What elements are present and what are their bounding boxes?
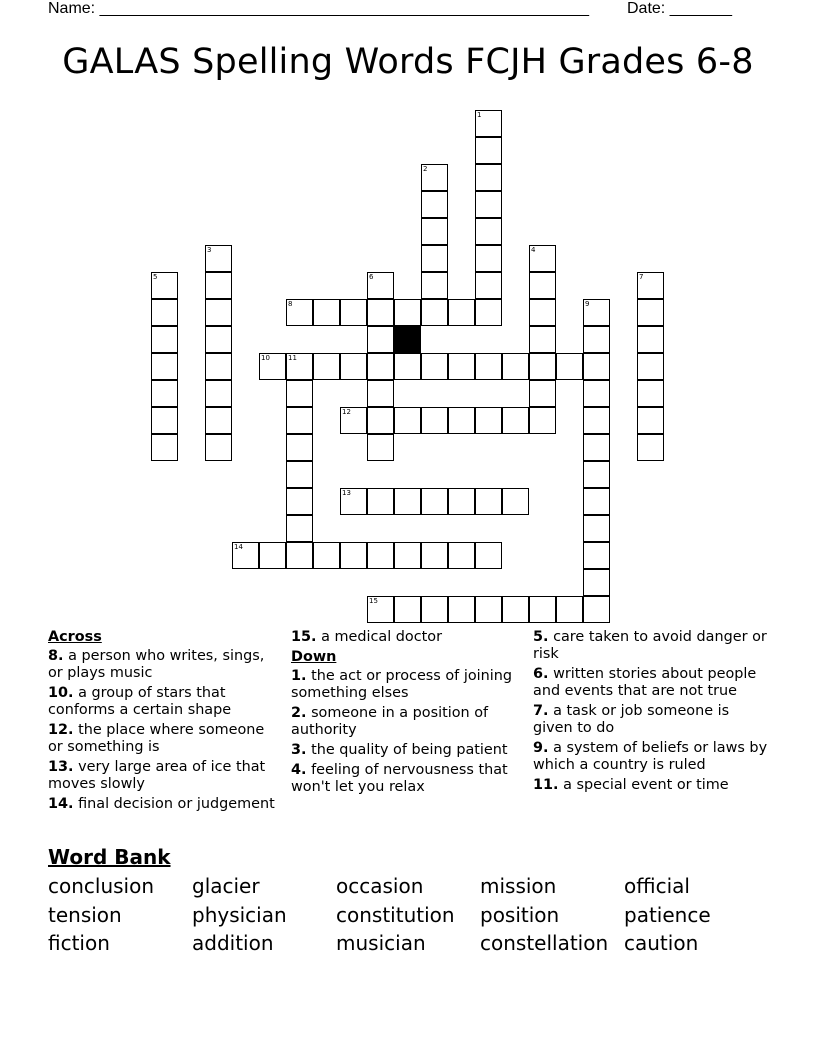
grid-cell[interactable] (340, 407, 367, 434)
grid-cell[interactable] (448, 596, 475, 623)
grid-cell[interactable] (448, 353, 475, 380)
grid-cell[interactable] (205, 380, 232, 407)
grid-cell[interactable] (151, 380, 178, 407)
black-cell (394, 326, 421, 353)
grid-cell[interactable] (367, 488, 394, 515)
grid-cell[interactable] (151, 326, 178, 353)
grid-cell[interactable] (151, 353, 178, 380)
clue-number: 7 (639, 273, 644, 281)
word-bank-word: constitution (336, 902, 455, 927)
grid-cell[interactable] (421, 542, 448, 569)
grid-cell[interactable] (367, 380, 394, 407)
grid-cell[interactable] (205, 353, 232, 380)
grid-cell[interactable] (205, 407, 232, 434)
clue-number-label: 9. (533, 740, 549, 756)
grid-cell[interactable] (394, 542, 421, 569)
word-bank-word: mission (480, 874, 557, 898)
grid-cell[interactable] (475, 299, 502, 326)
clue-item (533, 740, 773, 774)
grid-cell[interactable] (286, 461, 313, 488)
clue-text: a system of beliefs or laws by which a country is ruled (533, 740, 768, 773)
grid-cell[interactable] (529, 272, 556, 299)
grid-cell[interactable] (502, 596, 529, 623)
grid-cell[interactable] (502, 488, 529, 515)
word-bank (48, 874, 768, 960)
grid-cell[interactable] (286, 542, 313, 569)
grid-cell[interactable] (529, 380, 556, 407)
grid-cell[interactable] (421, 596, 448, 623)
grid-cell[interactable] (313, 542, 340, 569)
grid-cell[interactable] (151, 407, 178, 434)
clue-number: 1 (477, 111, 482, 119)
grid-cell[interactable] (367, 407, 394, 434)
clue-item (48, 796, 283, 813)
word-bank-word: addition (192, 931, 274, 955)
grid-cell[interactable] (637, 353, 664, 380)
clue-text: a task or job someone is given to do (533, 703, 730, 736)
clue-text: the act or process of joining something elses (291, 668, 512, 701)
clue-number-label: 14. (48, 796, 74, 812)
grid-cell[interactable] (637, 434, 664, 461)
word-bank-word: glacier (192, 874, 260, 898)
clue-number-label: 10. (48, 685, 74, 701)
grid-cell[interactable] (367, 353, 394, 380)
grid-cell[interactable] (340, 353, 367, 380)
clue-number-label: 5. (533, 629, 549, 645)
grid-cell[interactable] (394, 596, 421, 623)
word-bank-word: occasion (336, 874, 424, 898)
grid-cell[interactable] (583, 407, 610, 434)
clue-number-label: 6. (533, 666, 549, 682)
clues-column-2 (291, 629, 526, 799)
clue-text: a person who writes, sings, or plays music (48, 648, 265, 681)
clue-number: 2 (423, 165, 428, 173)
clue-number-label: 2. (291, 705, 307, 721)
grid-cell[interactable] (583, 380, 610, 407)
clue-number-label: 13. (48, 759, 74, 775)
grid-cell[interactable] (205, 434, 232, 461)
clue-text: a special event or time (563, 777, 729, 793)
grid-cell[interactable] (475, 353, 502, 380)
grid-cell[interactable] (286, 488, 313, 515)
word-bank-word: constellation (480, 931, 609, 955)
clue-number: 3 (207, 246, 212, 254)
grid-cell[interactable] (637, 272, 664, 299)
grid-cell[interactable] (421, 164, 448, 191)
word-bank-word: position (480, 902, 560, 927)
grid-cell[interactable] (583, 515, 610, 542)
clue-item (48, 648, 283, 682)
clue-text: the place where someone or something is (48, 722, 265, 755)
clue-number: 6 (369, 273, 374, 281)
clue-text: a medical doctor (321, 629, 442, 645)
clue-number: 14 (234, 543, 243, 551)
clue-item (291, 762, 526, 796)
clue-item (291, 668, 526, 702)
grid-cell[interactable] (448, 299, 475, 326)
clue-text: care taken to avoid danger or risk (533, 629, 767, 662)
date-field-label[interactable]: Date: _______ (627, 0, 732, 17)
clue-number: 8 (288, 300, 293, 308)
clue-number-label: 7. (533, 703, 549, 719)
grid-cell[interactable] (583, 353, 610, 380)
clue-number: 4 (531, 246, 536, 254)
grid-cell[interactable] (367, 542, 394, 569)
grid-cell[interactable] (529, 245, 556, 272)
grid-cell[interactable] (286, 353, 313, 380)
clue-item (533, 703, 773, 737)
clue-number: 9 (585, 300, 590, 308)
grid-cell[interactable] (205, 326, 232, 353)
grid-cell[interactable] (637, 407, 664, 434)
grid-cell[interactable] (421, 353, 448, 380)
grid-cell[interactable] (367, 434, 394, 461)
grid-cell[interactable] (151, 299, 178, 326)
grid-cell[interactable] (367, 299, 394, 326)
grid-cell[interactable] (475, 137, 502, 164)
clue-number: 13 (342, 489, 351, 497)
clue-item (533, 666, 773, 700)
clue-number-label: 3. (291, 742, 307, 758)
grid-cell[interactable] (475, 191, 502, 218)
clue-number-label: 8. (48, 648, 64, 664)
grid-cell[interactable] (421, 272, 448, 299)
grid-cell[interactable] (583, 542, 610, 569)
clue-number-label: 1. (291, 668, 307, 684)
grid-cell[interactable] (556, 353, 583, 380)
grid-cell[interactable] (394, 299, 421, 326)
grid-cell[interactable] (151, 272, 178, 299)
clue-number: 11 (288, 354, 297, 362)
clue-item (48, 759, 283, 793)
clues-column-1 (48, 629, 283, 816)
grid-cell[interactable] (448, 542, 475, 569)
grid-cell[interactable] (394, 488, 421, 515)
grid-cell[interactable] (529, 353, 556, 380)
grid-cell[interactable] (286, 407, 313, 434)
grid-cell[interactable] (367, 326, 394, 353)
word-bank-word: fiction (48, 931, 110, 955)
clue-item (291, 705, 526, 739)
grid-cell[interactable] (475, 110, 502, 137)
grid-cell[interactable] (583, 461, 610, 488)
grid-cell[interactable] (637, 299, 664, 326)
grid-cell[interactable] (475, 218, 502, 245)
clues-column-3 (533, 629, 773, 797)
clue-text: final decision or judgement (78, 796, 275, 812)
grid-cell[interactable] (475, 272, 502, 299)
grid-cell[interactable] (448, 407, 475, 434)
clue-text: feeling of nervousness that won't let you relax (291, 762, 508, 795)
word-bank-word: tension (48, 902, 122, 927)
grid-cell[interactable] (637, 326, 664, 353)
clue-text: very large area of ice that moves slowly (48, 759, 266, 792)
grid-cell[interactable] (583, 596, 610, 623)
grid-cell[interactable] (340, 299, 367, 326)
clue-text: a group of stars that conforms a certain shape (48, 685, 232, 718)
word-bank-word: musician (336, 931, 426, 955)
clue-number-label: 4. (291, 762, 307, 778)
grid-cell[interactable] (151, 434, 178, 461)
clue-number-label: 11. (533, 777, 559, 793)
across-heading: Across (48, 629, 102, 645)
grid-cell[interactable] (502, 353, 529, 380)
grid-cell[interactable] (637, 380, 664, 407)
clue-text: written stories about people and events that are not true (533, 666, 757, 699)
name-field-label[interactable]: Name: _______________________________________________________ (48, 0, 589, 17)
grid-cell[interactable] (475, 596, 502, 623)
grid-cell[interactable] (421, 191, 448, 218)
grid-cell[interactable] (313, 299, 340, 326)
grid-cell[interactable] (367, 272, 394, 299)
grid-cell[interactable] (421, 245, 448, 272)
clue-number-label: 12. (48, 722, 74, 738)
clue-number: 10 (261, 354, 270, 362)
grid-cell[interactable] (232, 542, 259, 569)
grid-cell[interactable] (205, 245, 232, 272)
grid-cell[interactable] (205, 299, 232, 326)
grid-cell[interactable] (556, 596, 583, 623)
grid-cell[interactable] (286, 434, 313, 461)
word-bank-word: official (624, 874, 690, 898)
grid-cell[interactable] (421, 407, 448, 434)
clue-number: 5 (153, 273, 158, 281)
grid-cell[interactable] (259, 542, 286, 569)
grid-cell[interactable] (475, 542, 502, 569)
grid-cell[interactable] (286, 515, 313, 542)
grid-cell[interactable] (529, 407, 556, 434)
grid-cell[interactable] (313, 353, 340, 380)
grid-cell[interactable] (286, 380, 313, 407)
clue-number: 12 (342, 408, 351, 416)
down-heading: Down (291, 649, 337, 665)
grid-cell[interactable] (502, 407, 529, 434)
clue-item (533, 777, 773, 794)
clue-text: someone in a position of authority (291, 705, 489, 738)
grid-cell[interactable] (529, 299, 556, 326)
grid-cell[interactable] (448, 488, 475, 515)
grid-cell[interactable] (583, 569, 610, 596)
grid-cell[interactable] (475, 245, 502, 272)
word-bank-word: patience (624, 902, 711, 927)
clue-number-label: 15. (291, 629, 317, 645)
grid-cell[interactable] (421, 299, 448, 326)
grid-cell[interactable] (583, 434, 610, 461)
grid-cell[interactable] (340, 488, 367, 515)
clue-item (48, 722, 283, 756)
clue-item (533, 629, 773, 663)
grid-cell[interactable] (421, 218, 448, 245)
grid-cell[interactable] (340, 542, 367, 569)
grid-cell[interactable] (583, 326, 610, 353)
page-title: GALAS Spelling Words FCJH Grades 6-8 (62, 42, 754, 82)
grid-cell[interactable] (394, 353, 421, 380)
clue-item (291, 629, 526, 646)
word-bank-word: caution (624, 931, 699, 955)
grid-cell[interactable] (529, 596, 556, 623)
grid-cell[interactable] (475, 407, 502, 434)
grid-cell[interactable] (583, 488, 610, 515)
clue-number: 15 (369, 597, 378, 605)
grid-cell[interactable] (205, 272, 232, 299)
grid-cell[interactable] (421, 488, 448, 515)
grid-cell[interactable] (475, 164, 502, 191)
grid-cell[interactable] (394, 407, 421, 434)
grid-cell[interactable] (367, 596, 394, 623)
grid-cell[interactable] (259, 353, 286, 380)
grid-cell[interactable] (583, 299, 610, 326)
clue-item (291, 742, 526, 759)
word-bank-word: physician (192, 902, 287, 927)
word-bank-word: conclusion (48, 874, 155, 898)
word-bank-title: Word Bank (48, 845, 171, 869)
grid-cell[interactable] (475, 488, 502, 515)
clue-item (48, 685, 283, 719)
grid-cell[interactable] (529, 326, 556, 353)
clue-text: the quality of being patient (311, 742, 508, 758)
grid-cell[interactable] (286, 299, 313, 326)
